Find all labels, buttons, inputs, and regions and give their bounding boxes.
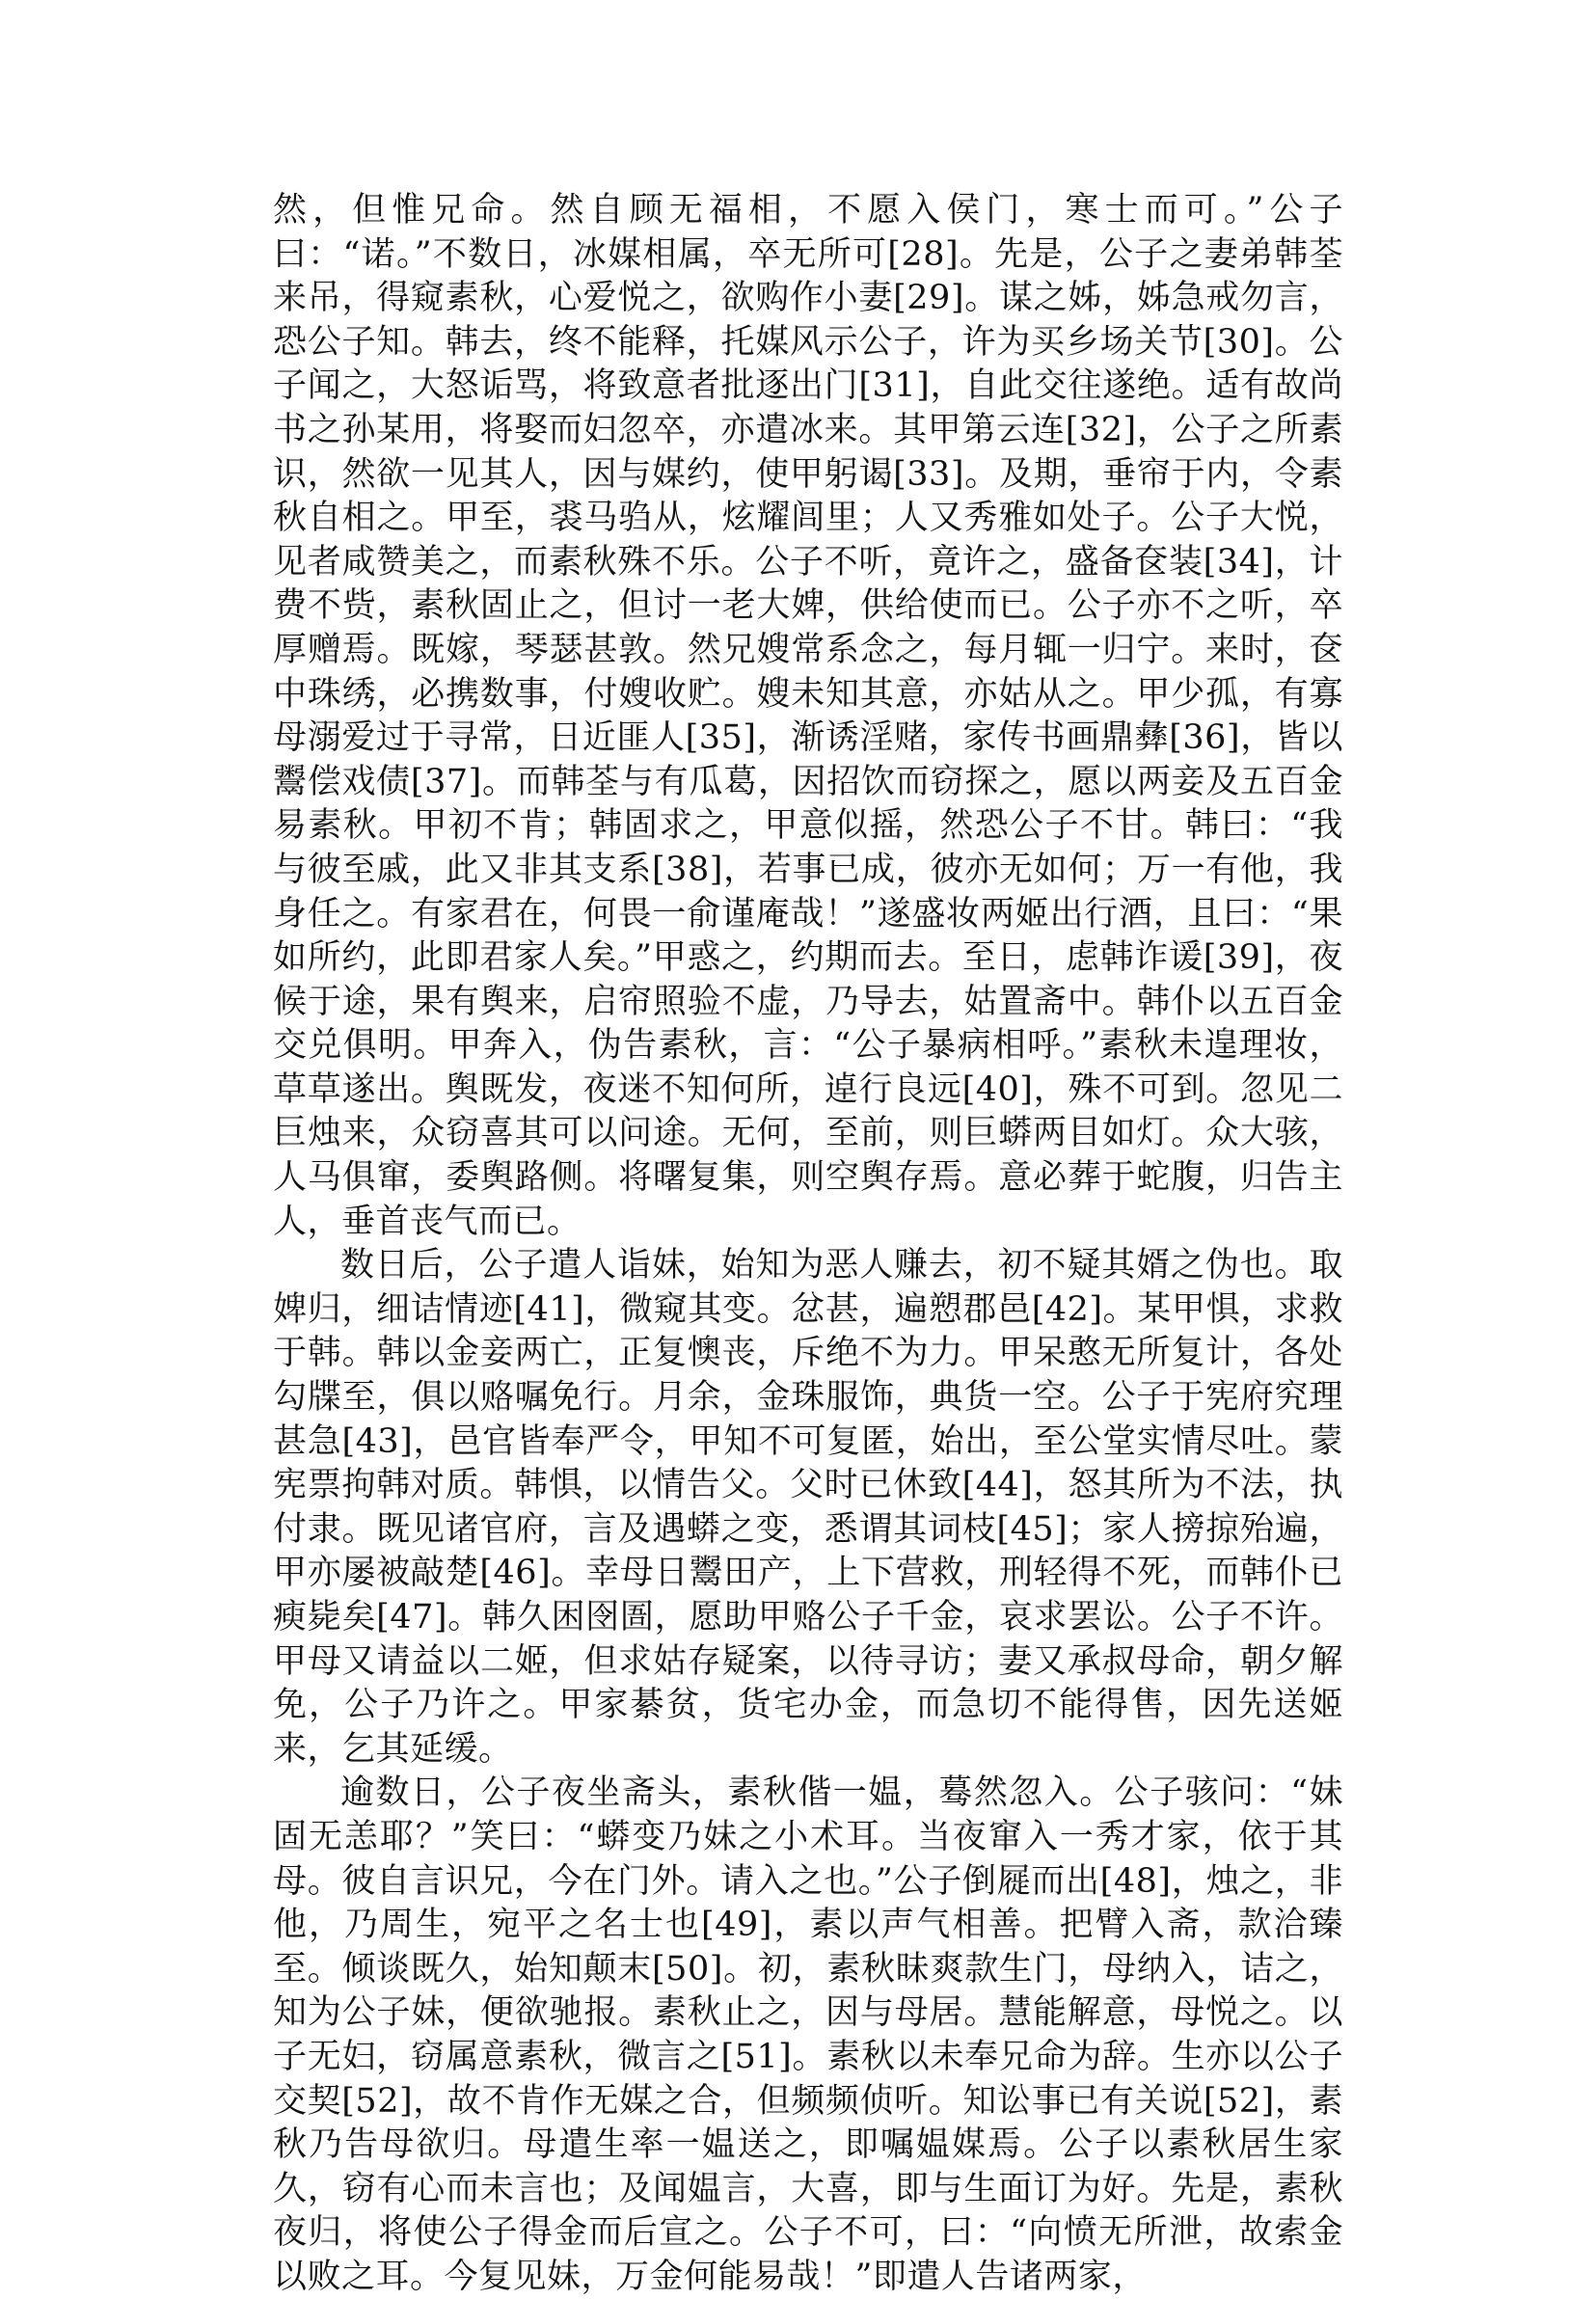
paragraph-1: 然，但惟兄命。然自顾无福相，不愿入侯门，寒士而可。”公子曰：“诺。”不数日，冰媒相属，卒无所可[28]。先是，公子之妻弟韩荃来吊，得窥素秋，心爱悦之，欲购作小妻[29]。谋之姊，姊急戒勿言，恐公子知。韩去，终不能释，托媒风示公子，许为买乡场关节[30]。公子闻之，大怒诟骂，将致意者批逐出门[31]，自此交往遂绝。适有故尚书之孙某用，将娶而妇忽卒，亦遣冰来。其甲第云连[32]，公子之所素识，然欲一见其人，因与媒约，使甲躬谒[33]。及期，垂帘于内，令素秋自相之。甲至，裘马驺从，炫耀闾里；人又秀雅如处子。公子大悦，见者咸赞美之，而素秋殊不乐。公子不听，竟许之，盛备奁装[34]，计费不赀，素秋固止之，但讨一老大婢，供给使而已。公子亦不之听，卒厚赠焉。既嫁，琴瑟甚敦。然兄嫂常系念之，每月辄一归宁。来时，奁中珠绣，必携数事，付嫂收贮。嫂未知其意，亦姑从之。甲少孤，有寡母溺爱过于寻常，日近匪人[35]，渐诱淫赌，家传书画鼎彝[36]，皆以鬻偿戏债[37]。而韩荃与有瓜葛，因招饮而窃探之，愿以两妾及五百金易素秋。甲初不肯；韩固求之，甲意似摇，然恐公子不甘。韩曰：“我与彼至戚，此又非其支系[38]，若事已成，彼亦无如何；万一有他，我身任之。有家君在，何畏一俞谨庵哉！”遂盛妆两姬出行酒，且曰：“果如所约，此即君家人矣。”甲惑之，约期而去。至日，虑韩诈谖[39]，夜候于途，果有舆来，启帘照验不虚，乃导去，姑置斋中。韩仆以五百金交兑俱明。甲奔入，伪告素秋，言：“公子暴病相呼。”素秋未遑理妆，草草遂出。舆既发，夜迷不知何所，逴行良远[40]，殊不可到。忽见二巨烛来，众窃喜其可以问途。无何，至前，则巨蟒两目如灯。众大骇，人马俱窜，委舆路侧。将曙复集，则空舆存焉。意必葬于蛇腹，归告主人，垂首丧气而已。 [273, 191, 1343, 1241]
document-body [273, 189, 1343, 2300]
paragraph-2: 数日后，公子遣人诣妹，始知为恶人赚去，初不疑其婿之伪也。取婢归，细诘情迹[41]，微窥其变。忿甚，遍愬郡邑[42]。某甲惧，求救于韩。韩以金妾两亡，正复懊丧，斥绝不为力。甲呆憨无所复计，各处勾牒至，俱以赂嘱免行。月余，金珠服饰，典货一空。公子于宪府究理甚急[43]，邑官皆奉严令，甲知不可复匿，始出，至公堂实情尽吐。蒙宪票拘韩对质。韩惧，以情告父。父时已休致[44]，怒其所为不法，执付隶。既见诸官府，言及遇蟒之变，悉谓其词枝[45]；家人搒掠殆遍，甲亦屡被敲楚[46]。幸母日鬻田产，上下营救，刑轻得不死，而韩仆已瘐毙矣[47]。韩久困囹圄，愿助甲赂公子千金，哀求罢讼。公子不许。甲母又请益以二姬，但求姑存疑案，以待寻访；妻又承叔母命，朝夕解免，公子乃许之。甲家綦贫，货宅办金，而急切不能得售，因先送姬来，乞其延缓。 [273, 1246, 1343, 1769]
paragraph-3: 逾数日，公子夜坐斋头，素秋偕一媪，蓦然忽入。公子骇问：“妹固无恙耶？”笑曰：“蟒变乃妹之小术耳。当夜窜入一秀才家，依于其母。彼自言识兄，今在门外。请入之也。”公子倒屣而出[48]，烛之，非他，乃周生，宛平之名士也[49]，素以声气相善。把臂入斋，款洽臻至。倾谈既久，始知颠末[50]。初，素秋昧爽款生门，母纳入，诘之，知为公子妹，便欲驰报。素秋止之，因与母居。慧能解意，母悦之。以子无妇，窃属意素秋，微言之[51]。素秋以未奉兄命为辞。生亦以公子交契[52]，故不肯作无媒之合，但频频侦听。知讼事已有关说[52]，素秋乃告母欲归。母遣生率一媪送之，即嘱媪媒焉。公子以素秋居生家久，窃有心而未言也；及闻媪言，大喜，即与生面订为好。先是，素秋夜归，将使公子得金而后宣之。公子不可，曰：“向愤无所泄，故索金以败之耳。今复见妹，万金何能易哉！”即遣人告诸两家， [273, 1773, 1343, 2296]
